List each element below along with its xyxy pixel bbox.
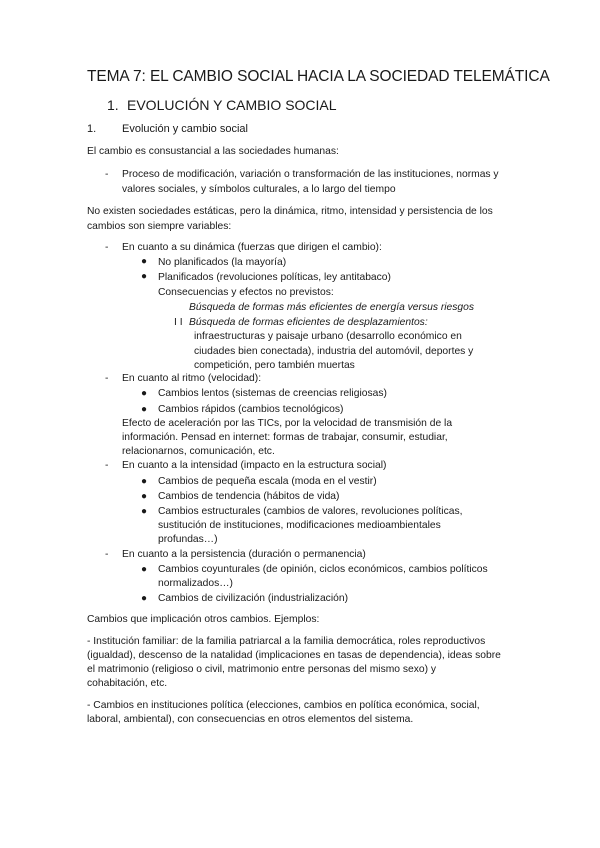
consequences-label: Consecuencias y efectos no previstos: bbox=[158, 287, 334, 298]
sub-item-text: infraestructuras y paisaje urbano (desarrollo económico en bbox=[194, 331, 462, 342]
examples-intro: Cambios que implicación otros cambios. Ejemplos: bbox=[87, 614, 320, 625]
example-text: laboral, ambiental), con consecuencias en otros elementos del sistema. bbox=[87, 714, 414, 725]
list-item-text: normalizados…) bbox=[158, 578, 233, 589]
list-item: No planificados (la mayoría) bbox=[158, 257, 287, 268]
list-item: Cambios de tendencia (hábitos de vida) bbox=[158, 491, 340, 502]
bullet-marker: ● bbox=[141, 506, 148, 517]
persistence-label: En cuanto a la persistencia (duración o permanencia) bbox=[122, 549, 366, 560]
subsection-number: 1. bbox=[87, 123, 97, 135]
sub-item-text: competición, pero también muertas bbox=[194, 360, 355, 371]
sub-item: Búsqueda de formas más eficientes de energía versus riesgos bbox=[189, 302, 475, 313]
list-item: Cambios coyunturales (de opinión, ciclos económicos, cambios políticos bbox=[158, 564, 488, 575]
subsection-heading bbox=[87, 123, 248, 135]
intensity-label: En cuanto a la intensidad (impacto en la estructura social) bbox=[122, 460, 387, 471]
list-item: Planificados (revoluciones políticas, ley antitabaco) bbox=[158, 272, 391, 283]
bullet-marker: ● bbox=[141, 476, 148, 487]
list-item-text: profundas…) bbox=[158, 534, 218, 545]
heading-number: 1. bbox=[107, 97, 119, 113]
example-text: - Cambios en instituciones política (elecciones, cambios en política económica, social, bbox=[87, 700, 480, 711]
section-heading bbox=[107, 97, 337, 113]
example-text: (igualdad), descenso de la natalidad (implicaciones en tasas de dependencia), ideas sobre bbox=[87, 650, 501, 661]
example-text: el matrimonio (religioso o civil, matrimonio entre personas del mismo sexo) y bbox=[87, 664, 437, 675]
subsection-text: Evolución y cambio social bbox=[122, 123, 248, 135]
bullet-marker: ● bbox=[141, 593, 148, 604]
bullet-marker: ● bbox=[141, 256, 148, 267]
effect-text: información. Pensad en internet: formas de trabajar, consumir, estudiar, bbox=[122, 432, 448, 443]
dash-marker: - bbox=[105, 373, 109, 384]
effect-text: Efecto de aceleración por las TICs, por la velocidad de transmisión de la bbox=[122, 418, 453, 429]
heading-text: EVOLUCIÓN Y CAMBIO SOCIAL bbox=[127, 97, 337, 113]
dash-marker: - bbox=[105, 242, 109, 253]
effect-text: relacionarnos, comunicación, etc. bbox=[122, 446, 275, 457]
dash-marker: - bbox=[105, 169, 109, 180]
example-text: - Institución familiar: de la familia patriarcal a la familia democrática, roles reproductivos bbox=[87, 636, 486, 647]
example-text: cohabitación, etc. bbox=[87, 678, 168, 689]
list-item: Cambios rápidos (cambios tecnológicos) bbox=[158, 404, 344, 415]
page-title: TEMA 7: EL CAMBIO SOCIAL HACIA LA SOCIEDAD TELEMÁTICA bbox=[87, 68, 550, 85]
sub-item: Búsqueda de formas eficientes de desplazamientos: bbox=[189, 317, 428, 328]
bullet-marker: ● bbox=[141, 564, 148, 575]
list-item-text: sustitución de instituciones, modificaciones medioambientales bbox=[158, 520, 441, 531]
bullet-marker: ● bbox=[141, 388, 148, 399]
variables-text: No existen sociedades estáticas, pero la dinámica, ritmo, intensidad y persistencia de los bbox=[87, 206, 493, 217]
sub-item-text: ciudades bien conectada), industria del automóvil, deportes y bbox=[194, 346, 474, 357]
rhythm-label: En cuanto al ritmo (velocidad): bbox=[122, 373, 262, 384]
bullet-marker: ● bbox=[141, 271, 148, 282]
bullet-marker: ● bbox=[141, 404, 148, 415]
dash-marker: - bbox=[105, 460, 109, 471]
variables-text: cambios son siempre variables: bbox=[87, 221, 232, 232]
list-item: Cambios de civilización (industrialización) bbox=[158, 593, 348, 604]
sub-marker: I I bbox=[174, 317, 183, 328]
intro-text: El cambio es consustancial a las sociedades humanas: bbox=[87, 146, 339, 157]
definition-line: Proceso de modificación, variación o transformación de las instituciones, normas y bbox=[122, 169, 499, 180]
bullet-marker: ● bbox=[141, 491, 148, 502]
list-item: Cambios estructurales (cambios de valores, revoluciones políticas, bbox=[158, 506, 463, 517]
list-item: Cambios lentos (sistemas de creencias religiosas) bbox=[158, 388, 387, 399]
dash-marker: - bbox=[105, 549, 109, 560]
definition-line: valores sociales, y símbolos culturales, a lo largo del tiempo bbox=[122, 184, 396, 195]
list-item: Cambios de pequeña escala (moda en el vestir) bbox=[158, 476, 377, 487]
dynamics-label: En cuanto a su dinámica (fuerzas que dirigen el cambio): bbox=[122, 242, 382, 253]
